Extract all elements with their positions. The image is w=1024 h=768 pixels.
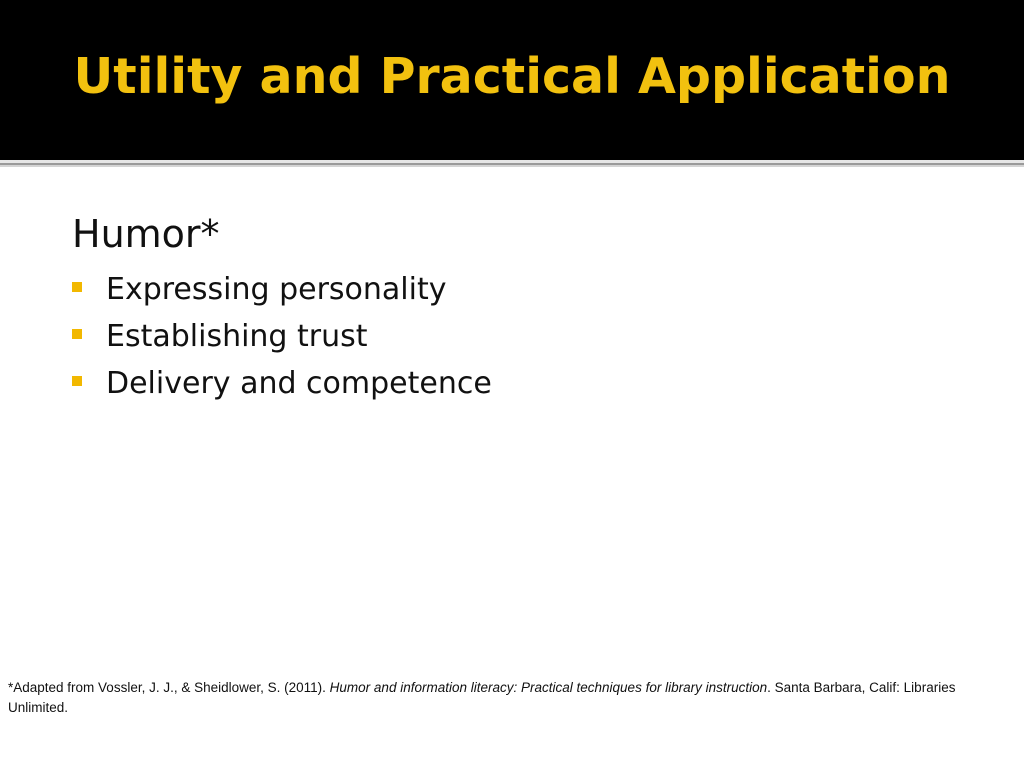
list-item [72,266,972,313]
slide-body [72,214,972,407]
square-bullet-icon [72,282,82,292]
bullet-text: Expressing personality [106,271,447,307]
list-item [72,360,972,407]
body-heading: Humor* [72,212,220,256]
citation-book-title: Humor and information literacy: Practical techniques for library instruction [329,680,768,695]
bullet-text: Establishing trust [106,318,368,354]
square-bullet-icon [72,329,82,339]
citation-suffix: . Santa Barbara, Calif: Libraries Unlimited. [8,680,956,715]
title-divider-shadow [0,165,1024,167]
bullet-text: Delivery and competence [106,365,492,401]
bullet-list [72,266,972,407]
title-bar [0,0,1024,160]
slide-title: Utility and Practical Application [73,48,951,105]
list-item [72,313,972,360]
citation-footnote [8,678,1008,718]
citation-prefix: *Adapted from Vossler, J. J., & Sheidlower, S. (2011). [8,680,330,695]
square-bullet-icon [72,376,82,386]
